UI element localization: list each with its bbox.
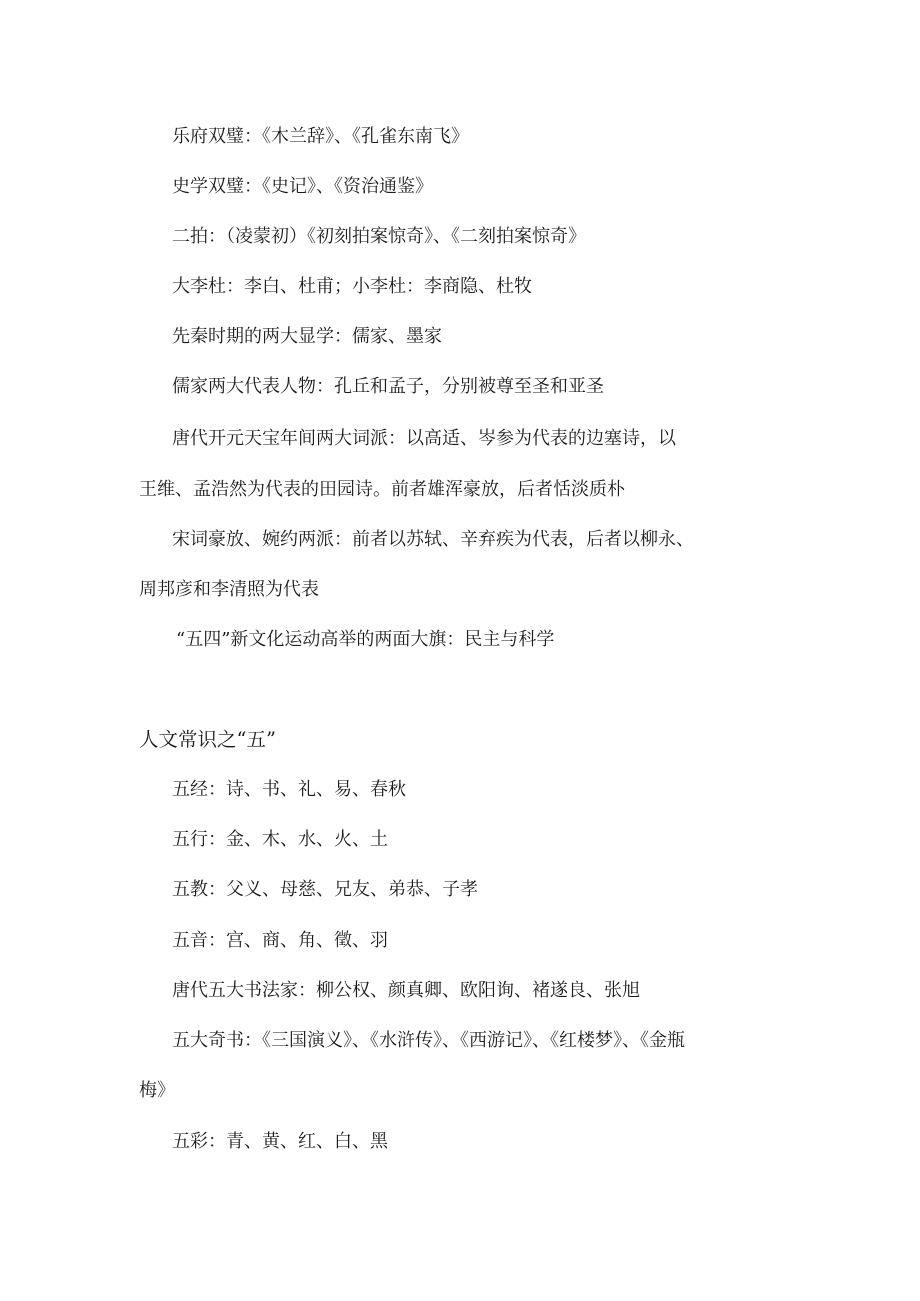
paragraph-wuxing: 五行：金、木、水、火、土 [172, 829, 388, 850]
paragraph-song-ci-line1: 宋词豪放、婉约两派：前者以苏轼、辛弃疾为代表，后者以柳永、 [172, 529, 694, 550]
paragraph-shixue: 史学双璧：《史记》、《资治通鉴》 [172, 176, 433, 197]
paragraph-tang-poetry-line2: 王维、孟浩然为代表的田园诗。前者雄浑豪放，后者恬淡质朴 [139, 479, 625, 500]
paragraph-li-du: 大李杜：李白、杜甫；小李杜：李商隐、杜牧 [172, 276, 532, 297]
paragraph-wucai: 五彩：青、黄、红、白、黑 [172, 1131, 388, 1152]
section-heading: 人文常识之“五” [139, 728, 276, 751]
paragraph-xianqin: 先秦时期的两大显学：儒家、墨家 [172, 326, 442, 347]
paragraph-wujiao: 五教：父义、母慈、兄友、弟恭、子孝 [172, 879, 478, 900]
paragraph-yuefu: 乐府双璧：《木兰辞》、《孔雀东南飞》 [172, 126, 469, 147]
paragraph-wujing: 五经：诗、书、礼、易、春秋 [172, 779, 406, 800]
paragraph-novels-line2: 梅》 [139, 1080, 175, 1101]
paragraph-erpai: 二拍：（凌蒙初）《初刻拍案惊奇》、《二刻拍案惊奇》 [172, 226, 586, 247]
paragraph-rujia: 儒家两大代表人物：孔丘和孟子，分别被尊至圣和亚圣 [172, 376, 604, 397]
paragraph-calligraphers: 唐代五大书法家：柳公权、颜真卿、欧阳询、褚遂良、张旭 [172, 980, 640, 1001]
paragraph-song-ci-line2: 周邦彦和李清照为代表 [139, 579, 319, 600]
paragraph-wuyin: 五音：宫、商、角、徵、羽 [172, 930, 388, 951]
paragraph-novels-line1: 五大奇书：《三国演义》、《水浒传》、《西游记》、《红楼梦》、《金瓶 [172, 1030, 685, 1051]
paragraph-tang-poetry-line1: 唐代开元天宝年间两大词派：以高适、岑参为代表的边塞诗，以 [172, 428, 676, 449]
paragraph-may-fourth: “五四”新文化运动高举的两面大旗：民主与科学 [176, 629, 555, 650]
